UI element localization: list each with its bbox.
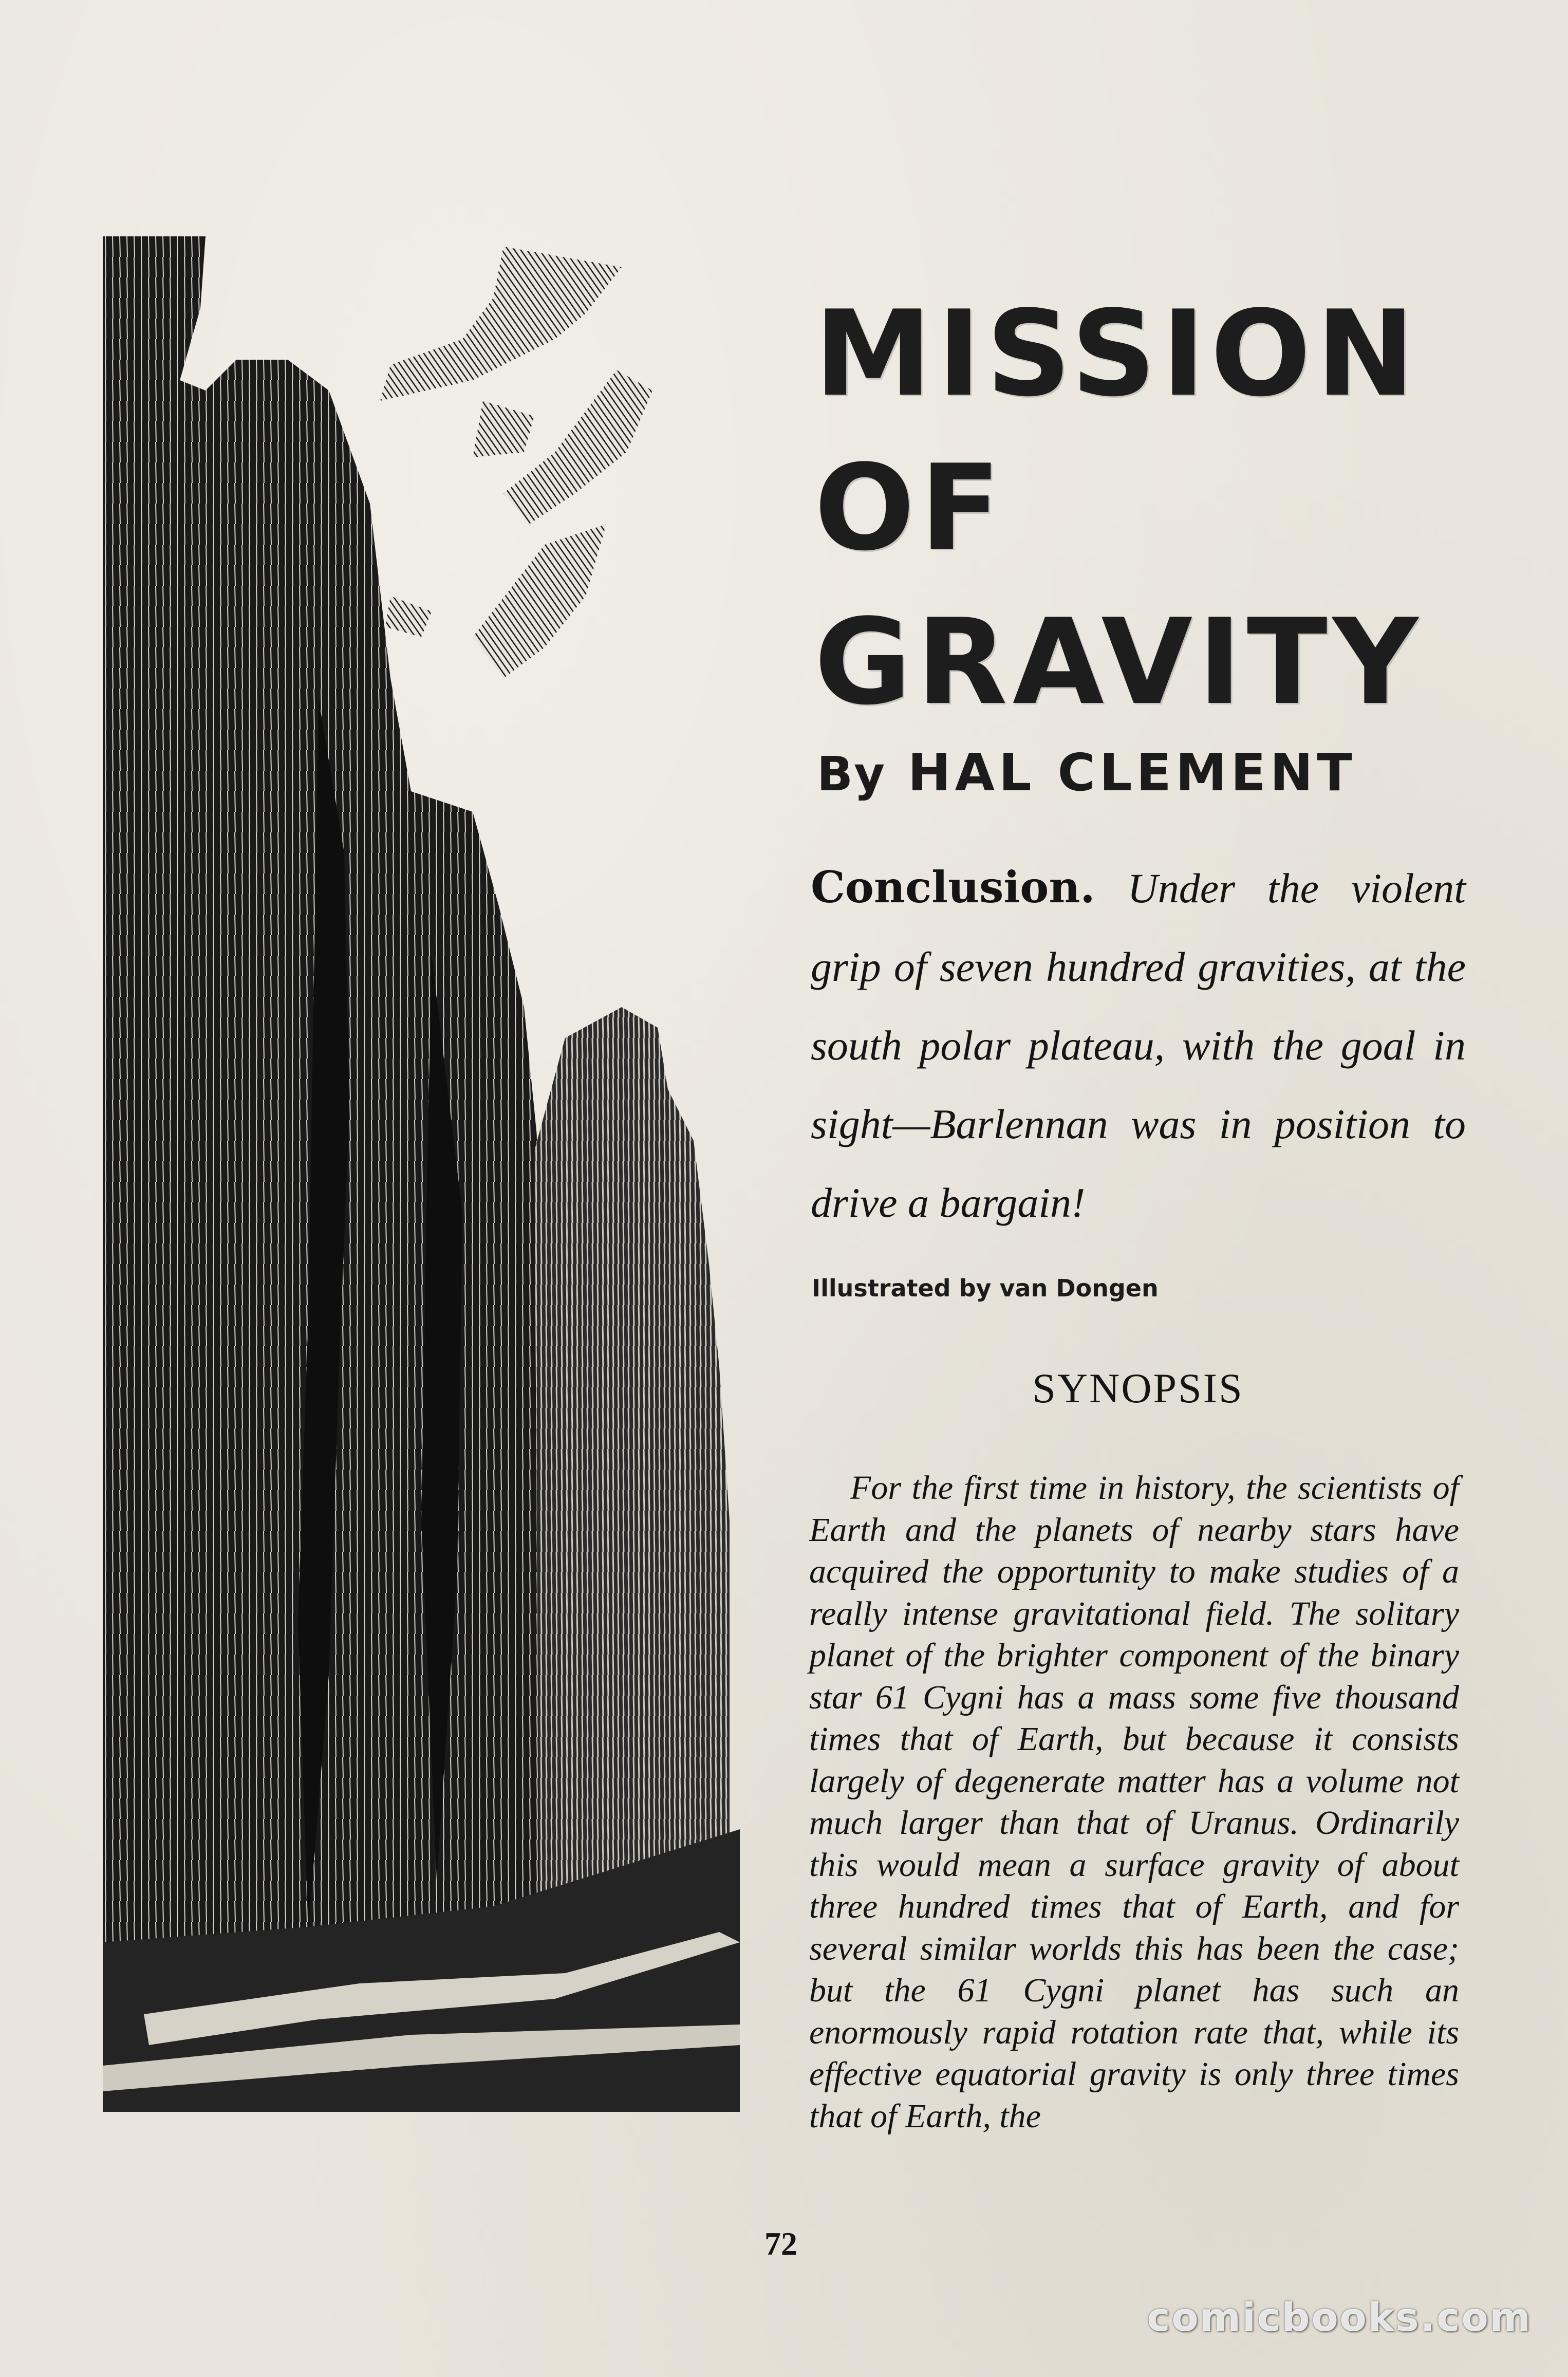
page-number: 72 <box>764 2225 797 2262</box>
illustrator-credit: Illustrated by van Dongen <box>812 1274 1159 1302</box>
synopsis-heading: SYNOPSIS <box>1032 1365 1244 1412</box>
title-line-3: GRAVITY <box>814 594 1424 731</box>
byline-author: HAL CLEMENT <box>907 742 1356 803</box>
story-title <box>814 277 1544 740</box>
cliff-drawing <box>103 236 740 2112</box>
title-line-1: MISSION <box>814 286 1421 423</box>
watermark: comicbooks.com <box>1147 2294 1532 2340</box>
synopsis-text: For the first time in history, the scientists of Earth and the planets of nearby stars have acquired the opportunity to make studies of a really intense gravitational field. The solitary planet of the brighter component of the binary star 61 Cygni has a mass some five thousand times that of Earth, but because it consists largely of degenerate matter has a volume not much larger than that of Uranus. Ordinarily this would mean a surface gravity of about three hundred times that of Earth, and for several similar worlds this has been the case; but the 61 Cygni planet has such an enormously rapid rotation rate that, while its effective equatorial gravity is only three times that of Earth, the <box>809 1469 1459 2135</box>
cliff-illustration <box>103 236 740 2112</box>
byline-by: By <box>817 747 886 802</box>
intro-text: Under the violent grip of seven hundred gravities, at the south polar plateau, with the goal in sight—Barlennan was in position to drive a bargain! <box>811 865 1466 1226</box>
story-intro <box>811 848 1466 1242</box>
title-line-2: OF <box>814 440 1006 577</box>
intro-lead: Conclusion. <box>811 862 1095 913</box>
author-byline <box>817 742 1536 803</box>
